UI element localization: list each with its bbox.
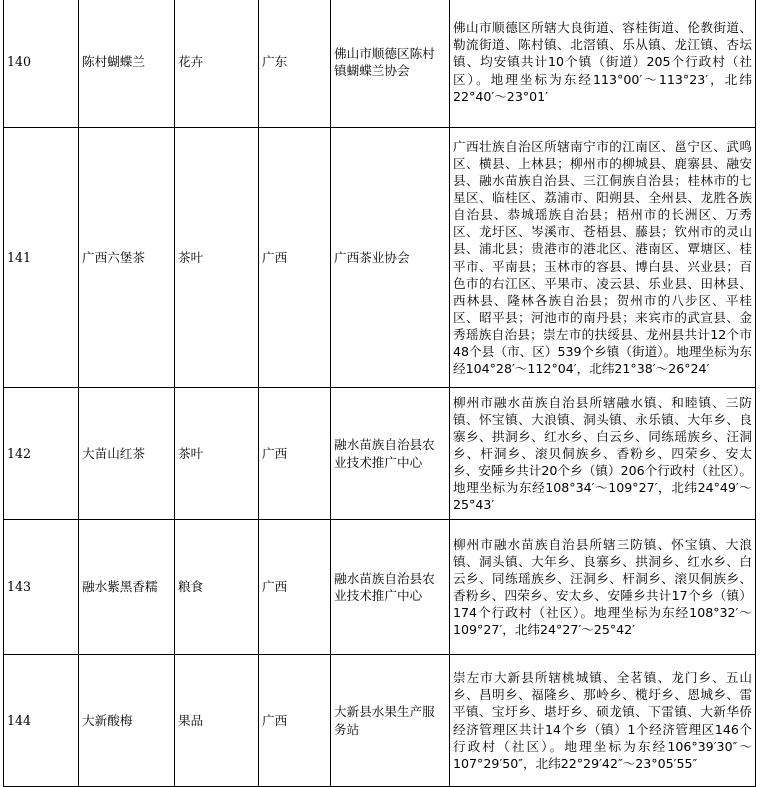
applicant-organization: 融水苗族自治县农业技术推广中心 — [331, 388, 450, 520]
province: 广西 — [259, 655, 331, 787]
row-number: 143 — [4, 520, 79, 655]
product-name: 融水紫黑香糯 — [79, 520, 175, 655]
applicant-organization: 佛山市顺德区陈村镇蝴蝶兰协会 — [331, 0, 450, 128]
table-row — [4, 388, 756, 520]
product-name: 大苗山红茶 — [79, 388, 175, 520]
product-name: 大新酸梅 — [79, 655, 175, 787]
applicant-organization: 融水苗族自治县农业技术推广中心 — [331, 520, 450, 655]
province: 广西 — [259, 128, 331, 388]
province: 广西 — [259, 520, 331, 655]
table-row — [4, 520, 756, 655]
protection-scope: 柳州市融水苗族自治县所辖三防镇、怀宝镇、大浪镇、洞头镇、大年乡、良寨乡、拱洞乡、红水乡、白云乡、同练瑶族乡、汪洞乡、杆洞乡、滚贝侗族乡、香粉乡、四荣乡、安太乡、安陲乡共计17个乡（镇）174个行政村（社区）。地理坐标为东经108°32′～109°27′，北纬24°27′～25°42′ — [450, 520, 756, 655]
protection-scope: 崇左市大新县所辖桃城镇、全茗镇、龙门乡、五山乡、昌明乡、福隆乡、那岭乡、榄圩乡、恩城乡、雷平镇、宝圩乡、堪圩乡、硕龙镇、下雷镇、大新华侨经济管理区共计14个乡（镇）1个经济管理区146个行政村（社区）。地理坐标为东经106°39′30″～107°29′50″，北纬22°29′42″～23°05′55″ — [450, 655, 756, 787]
product-name: 陈村蝴蝶兰 — [79, 0, 175, 128]
table-row — [4, 655, 756, 787]
protection-scope: 柳州市融水苗族自治县所辖融水镇、和睦镇、三防镇、怀宝镇、大浪镇、洞头镇、永乐镇、大年乡、良寨乡、拱洞乡、红水乡、白云乡、同练瑶族乡、汪洞乡、杆洞乡、滚贝侗族乡、香粉乡、四荣乡、安太乡、安陲乡共计20个乡（镇）206个行政村（社区）。地理坐标为东经108°34′～109°27′，北纬24°49′～25°43′ — [450, 388, 756, 520]
product-category: 花卉 — [175, 0, 259, 128]
product-category: 茶叶 — [175, 388, 259, 520]
table-row — [4, 0, 756, 128]
product-category: 粮食 — [175, 520, 259, 655]
product-name: 广西六堡茶 — [79, 128, 175, 388]
row-number: 142 — [4, 388, 79, 520]
table-row — [4, 128, 756, 388]
row-number: 140 — [4, 0, 79, 128]
protection-scope: 广西壮族自治区所辖南宁市的江南区、邕宁区、武鸣区、横县、上林县；柳州市的柳城县、鹿寨县、融安县、融水苗族自治县、三江侗族自治县；桂林市的七星区、临桂区、荔浦市、阳朔县、全州县、龙胜各族自治县、恭城瑶族自治县；梧州市的长洲区、万秀区、龙圩区、岑溪市、苍梧县、藤县；钦州市的灵山县、浦北县；贵港市的港北区、港南区、覃塘区、桂平市、平南县；玉林市的容县、博白县、兴业县；百色市的右江区、平果市、凌云县、乐业县、田林县、西林县、隆林各族自治县；贺州市的八步区、平桂区、昭平县；河池市的南丹县；来宾市的武宣县、金秀瑶族自治县；崇左市的扶绥县、龙州县共计12个市48个县（市、区）539个乡镇（街道）。地理坐标为东经104°28′～112°04′，北纬21°38′～26°24′ — [450, 128, 756, 388]
province: 广东 — [259, 0, 331, 128]
row-number: 141 — [4, 128, 79, 388]
province: 广西 — [259, 388, 331, 520]
protection-scope: 佛山市顺德区所辖大良街道、容桂街道、伦教街道、勒流街道、陈村镇、北滘镇、乐从镇、龙江镇、杏坛镇、均安镇共计10个镇（街道）205个行政村（社区）。地理坐标为东经113°00′～113°23′，北纬22°40′～23°01′ — [450, 0, 756, 128]
applicant-organization: 大新县水果生产服务站 — [331, 655, 450, 787]
gi-registry-table — [3, 0, 756, 787]
product-category: 果品 — [175, 655, 259, 787]
row-number: 144 — [4, 655, 79, 787]
applicant-organization: 广西茶业协会 — [331, 128, 450, 388]
product-category: 茶叶 — [175, 128, 259, 388]
